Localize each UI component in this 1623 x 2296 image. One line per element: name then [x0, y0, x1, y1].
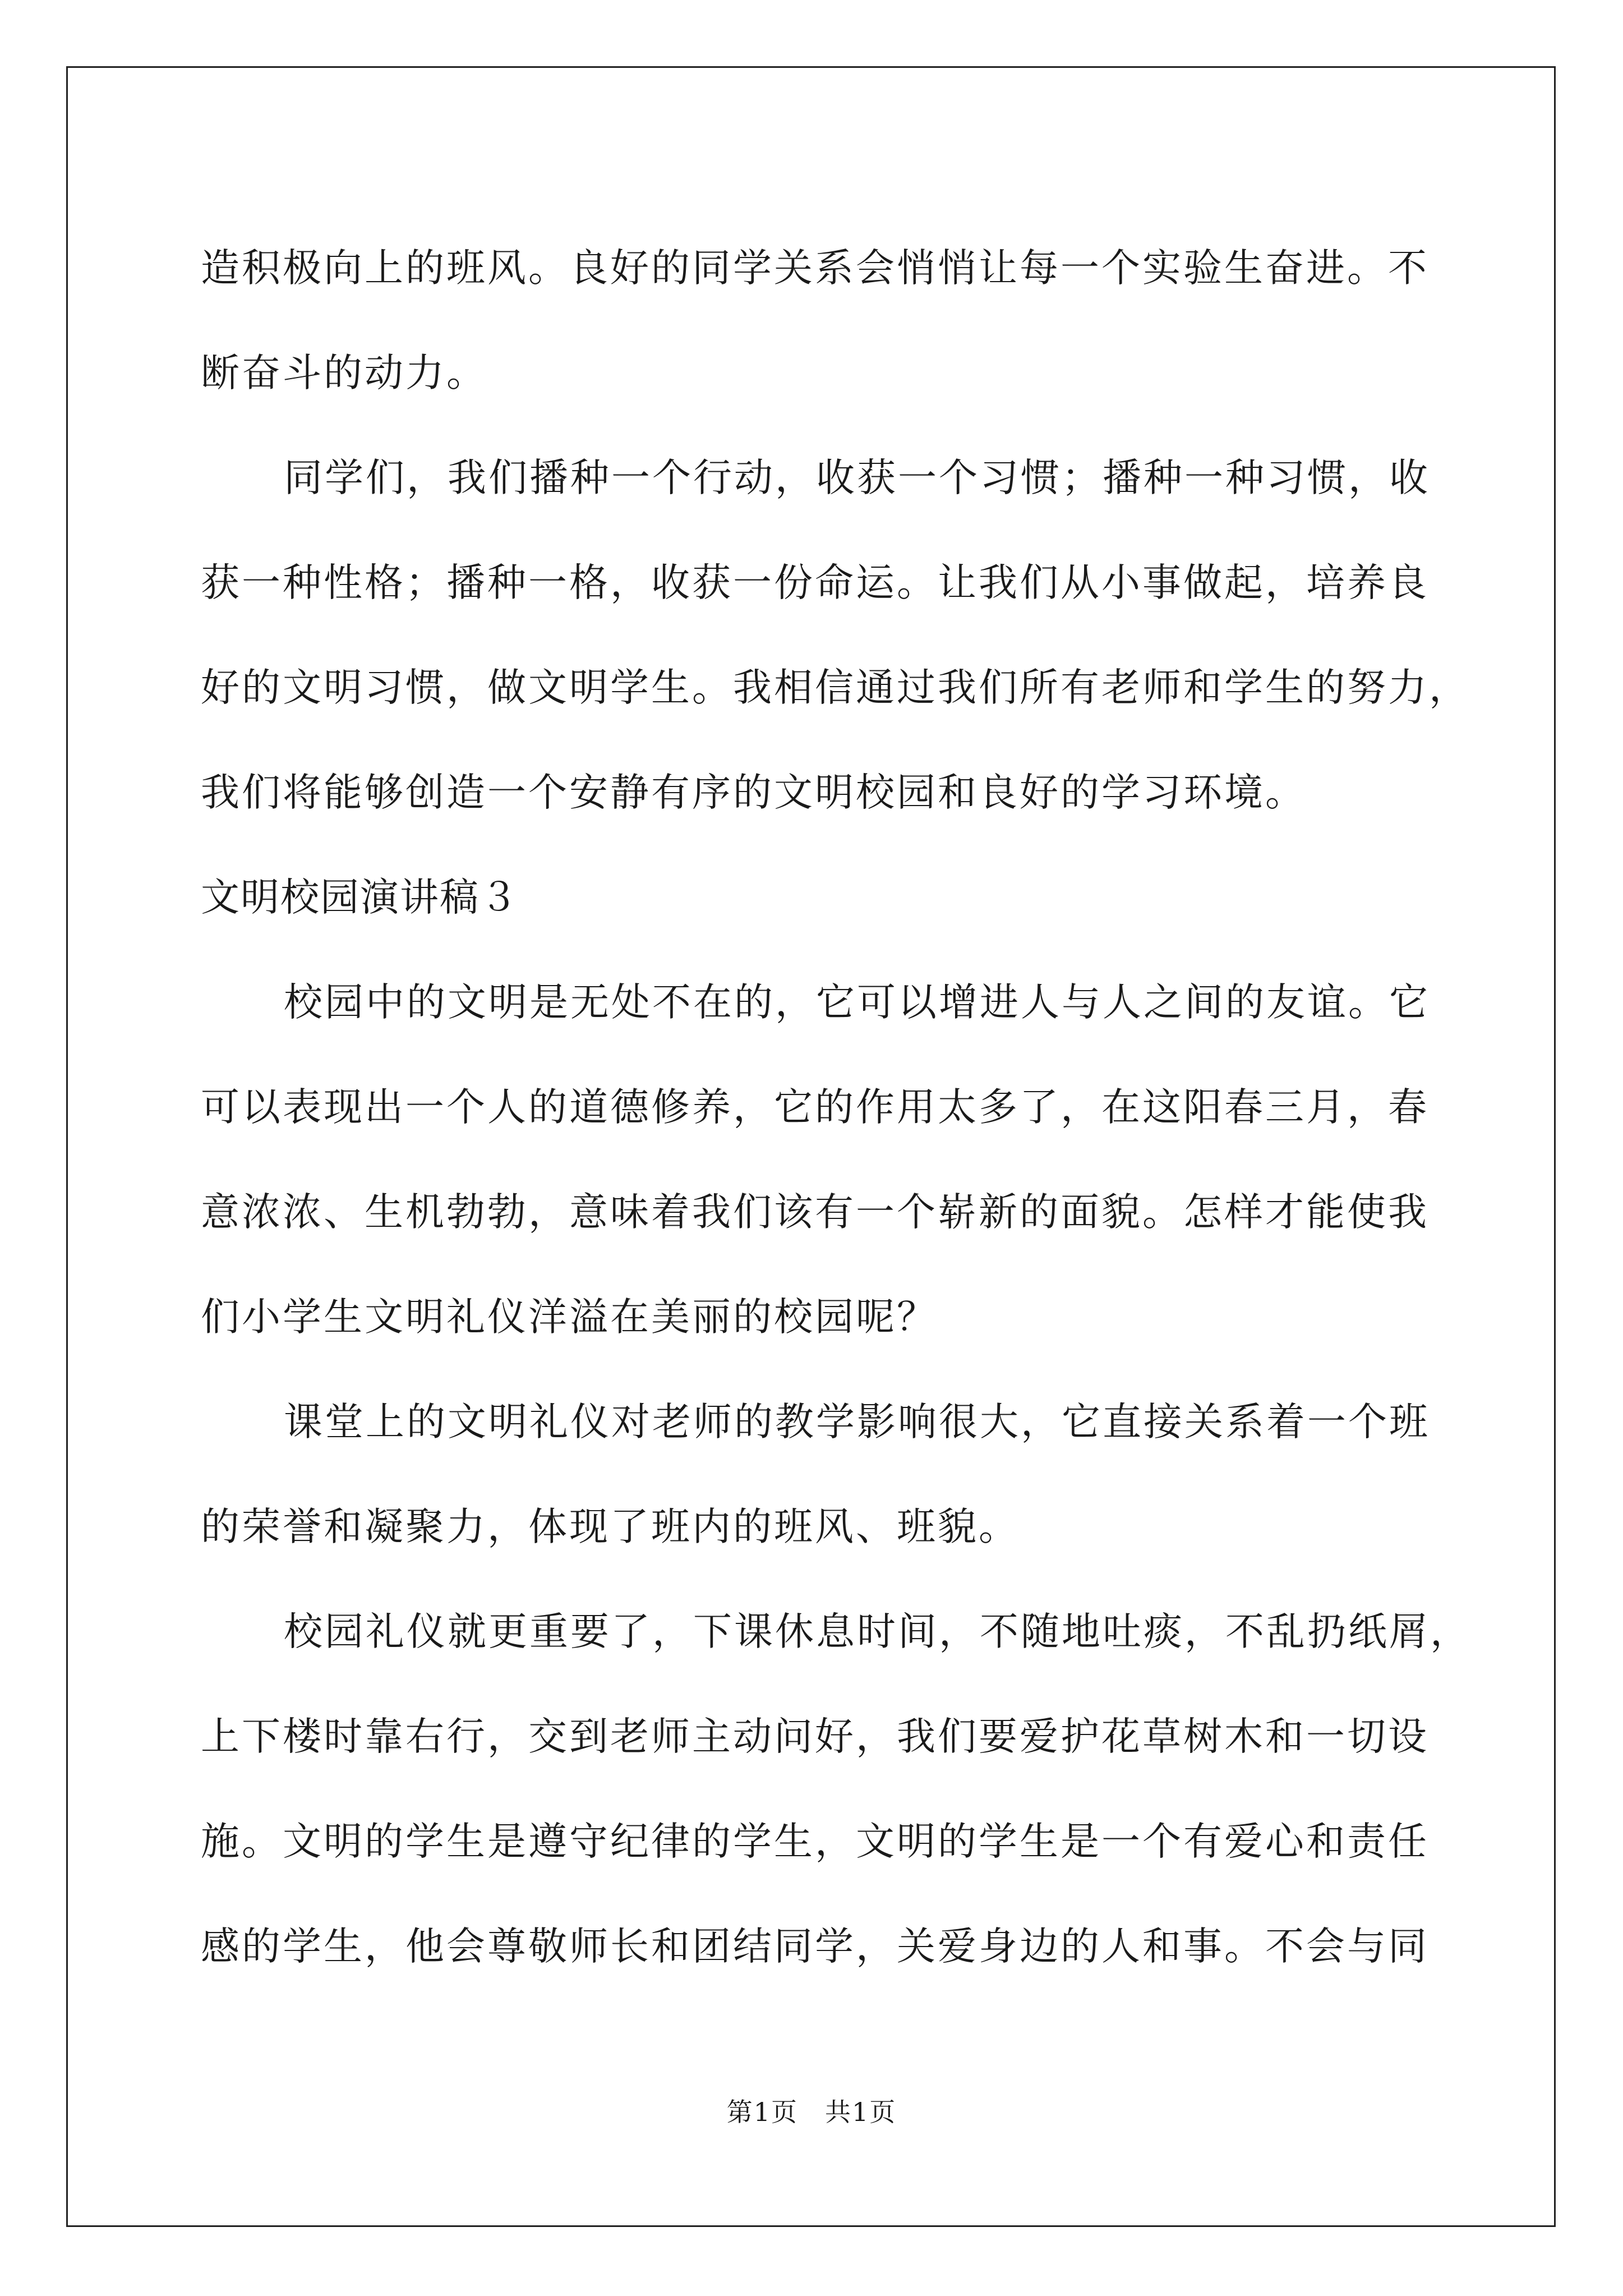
text-line-6: 我们将能够创造一个安静有序的文明校园和良好的学习环境。 — [201, 770, 1306, 815]
text-line-11: 们小学生文明礼仪洋溢在美丽的校园呢？ — [201, 1295, 938, 1340]
document-body — [201, 216, 1471, 1999]
text-line-8: 校园中的文明是无处不在的，它可以增进人与人之间的友谊。它 — [284, 980, 1430, 1025]
text-line-5: 好的文明习惯，做文明学生。我相信通过我们所有老师和学生的努力， — [201, 665, 1470, 710]
text-line-2: 断奋斗的动力。 — [201, 351, 487, 395]
text-line-14: 校园礼仪就更重要了，下课休息时间，不随地吐痰，不乱扔纸屑， — [284, 1609, 1471, 1654]
text-line-13: 的荣誉和凝聚力，体现了班内的班风、班貌。 — [201, 1504, 1020, 1549]
section-heading: 文明校园演讲稿３ — [201, 875, 519, 920]
text-line-9: 可以表现出一个人的道德修养，它的作用太多了，在这阳春三月，春 — [201, 1085, 1429, 1130]
text-line-15: 上下楼时靠右行，交到老师主动问好，我们要爱护花草树木和一切设 — [201, 1714, 1429, 1759]
text-line-1: 造积极向上的班风。良好的同学关系会悄悄让每一个实验生奋进。不 — [201, 246, 1429, 291]
text-line-17: 感的学生，他会尊敬师长和团结同学，关爱身边的人和事。不会与同 — [201, 1924, 1429, 1969]
text-line-3: 同学们，我们播种一个行动，收获一个习惯；播种一种习惯，收 — [284, 455, 1430, 500]
text-line-12: 课堂上的文明礼仪对老师的教学影响很大，它直接关系着一个班 — [284, 1400, 1430, 1444]
page-number-footer: 第1页 共1页 — [726, 2097, 897, 2127]
text-line-4: 获一种性格；播种一格，收获一份命运。让我们从小事做起，培养良 — [201, 560, 1429, 605]
text-line-10: 意浓浓、生机勃勃，意味着我们该有一个崭新的面貌。怎样才能使我 — [201, 1190, 1429, 1235]
text-line-16: 施。文明的学生是遵守纪律的学生，文明的学生是一个有爱心和责任 — [201, 1819, 1429, 1864]
